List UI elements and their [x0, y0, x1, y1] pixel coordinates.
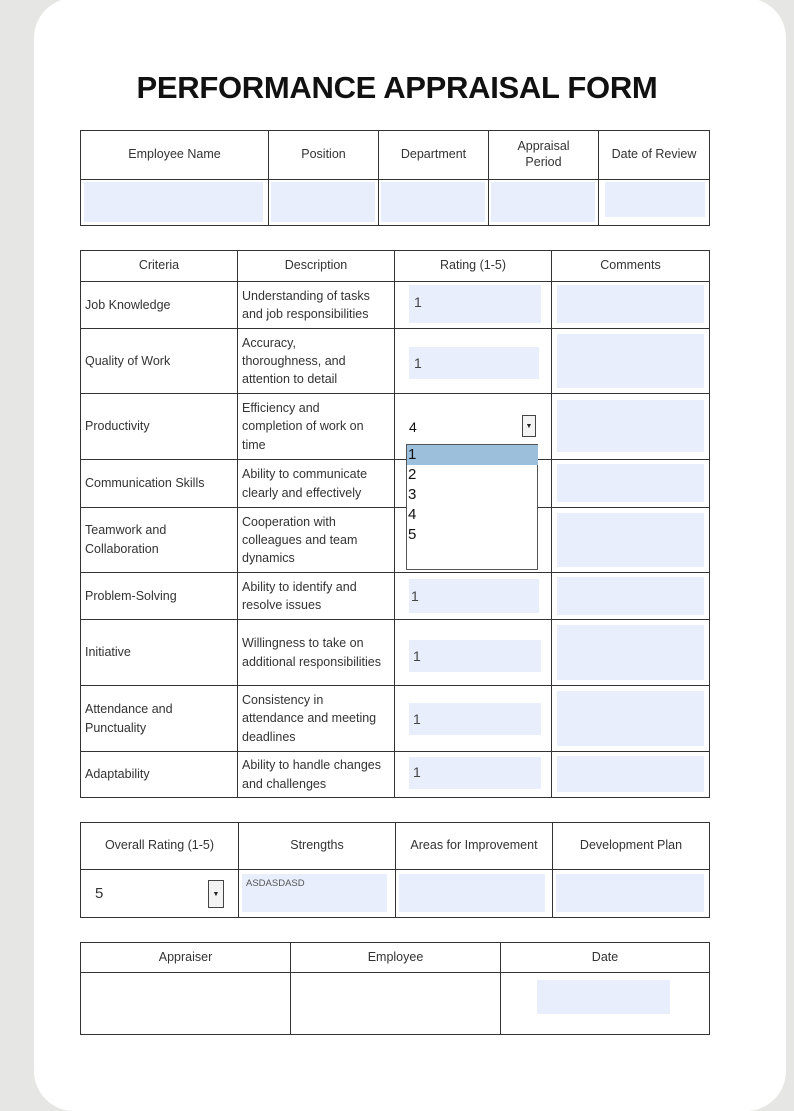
rating-value: 1: [413, 764, 421, 780]
dropdown-option-5[interactable]: 5: [408, 526, 417, 543]
criteria-description: Ability to communicate clearly and effectively: [242, 467, 368, 500]
dropdown-option-1[interactable]: 1: [407, 445, 538, 465]
criteria-description: Ability to identify and resolve issues: [242, 579, 357, 612]
comments-field[interactable]: [557, 691, 704, 746]
rating-value: 1: [413, 648, 421, 664]
header-rating: Rating (1-5): [440, 258, 506, 273]
comments-field[interactable]: [557, 334, 704, 388]
rating-value: 1: [411, 588, 419, 604]
rating-value: 1: [414, 355, 422, 371]
criteria-description: Accuracy, thoroughness, and attention to detail: [242, 335, 346, 387]
comments-field[interactable]: [557, 285, 704, 323]
criteria-table: [80, 250, 710, 798]
rating-value: 1: [413, 711, 421, 727]
header-strengths: Strengths: [290, 838, 344, 853]
department-input[interactable]: [381, 182, 485, 222]
rating-value: 4: [409, 419, 417, 435]
appraisal-period-input[interactable]: [491, 182, 595, 222]
summary-table: [80, 822, 710, 918]
rating-field[interactable]: [409, 579, 539, 613]
criteria-label: Teamwork and Collaboration: [85, 523, 167, 556]
header-comments: Comments: [600, 258, 661, 273]
header-appraisal-period: Appraisal Period: [517, 139, 570, 169]
comments-field[interactable]: [557, 464, 704, 502]
strengths-value: ASDASDASD: [246, 878, 305, 889]
employee-info-table: [80, 130, 710, 226]
header-development-plan: Development Plan: [579, 838, 683, 853]
comments-field[interactable]: [557, 625, 704, 680]
dropdown-option-2[interactable]: 2: [408, 466, 417, 483]
comments-field[interactable]: [557, 577, 704, 615]
chevron-down-icon[interactable]: ▼: [522, 415, 536, 437]
criteria-label: Adaptability: [85, 767, 150, 782]
header-employee: Employee: [367, 949, 424, 964]
rating-field[interactable]: [409, 347, 539, 379]
rating-field[interactable]: [409, 703, 541, 735]
rating-dropdown-list[interactable]: [406, 444, 538, 570]
criteria-description: Consistency in attendance and meeting deadlines: [242, 693, 377, 744]
rating-field[interactable]: [409, 640, 541, 672]
criteria-label: Initiative: [85, 645, 131, 660]
header-criteria: Criteria: [138, 258, 180, 273]
header-areas-for-improvement: Areas for Improvement: [410, 838, 538, 853]
rating-value: 1: [414, 294, 422, 310]
development-plan-field[interactable]: [556, 874, 704, 912]
date-input[interactable]: [537, 980, 670, 1014]
criteria-description: Ability to handle changes and challenges: [242, 758, 381, 791]
comments-field[interactable]: [557, 756, 704, 792]
header-position: Position: [301, 147, 346, 162]
criteria-label: Job Knowledge: [85, 297, 171, 312]
overall-rating-value: 5: [95, 885, 104, 902]
rating-field[interactable]: [409, 757, 541, 789]
date-of-review-input[interactable]: [605, 182, 705, 217]
signatures-table: [80, 942, 710, 1035]
header-employee-name: Employee Name: [128, 147, 221, 162]
chevron-down-icon[interactable]: ▼: [208, 880, 224, 908]
header-description: Description: [284, 258, 348, 273]
dropdown-option-4[interactable]: 4: [408, 506, 417, 523]
criteria-label: Productivity: [85, 419, 150, 434]
criteria-label: Attendance and Punctuality: [85, 701, 173, 735]
employee-name-input[interactable]: [84, 182, 263, 222]
criteria-label: Quality of Work: [85, 353, 171, 368]
header-department: Department: [400, 147, 467, 162]
criteria-label: Problem-Solving: [85, 588, 177, 603]
criteria-description: Willingness to take on additional responsibilities: [242, 636, 381, 669]
header-overall-rating: Overall Rating (1-5): [104, 838, 215, 853]
criteria-description: Efficiency and completion of work on time: [242, 401, 364, 452]
criteria-description: Understanding of tasks and job responsibilities: [242, 288, 370, 321]
dropdown-option-3[interactable]: 3: [408, 486, 417, 503]
criteria-description: Cooperation with colleagues and team dynamics: [242, 514, 358, 566]
header-appraiser: Appraiser: [158, 949, 213, 964]
comments-field[interactable]: [557, 513, 704, 567]
criteria-label: Communication Skills: [85, 476, 205, 491]
position-input[interactable]: [271, 182, 375, 222]
form-title: PERFORMANCE APPRAISAL FORM: [136, 70, 658, 105]
header-date: Date: [591, 949, 619, 964]
comments-field[interactable]: [557, 400, 704, 452]
areas-for-improvement-field[interactable]: [399, 874, 545, 912]
rating-field[interactable]: [409, 285, 541, 323]
header-date-of-review: Date of Review: [611, 147, 697, 162]
